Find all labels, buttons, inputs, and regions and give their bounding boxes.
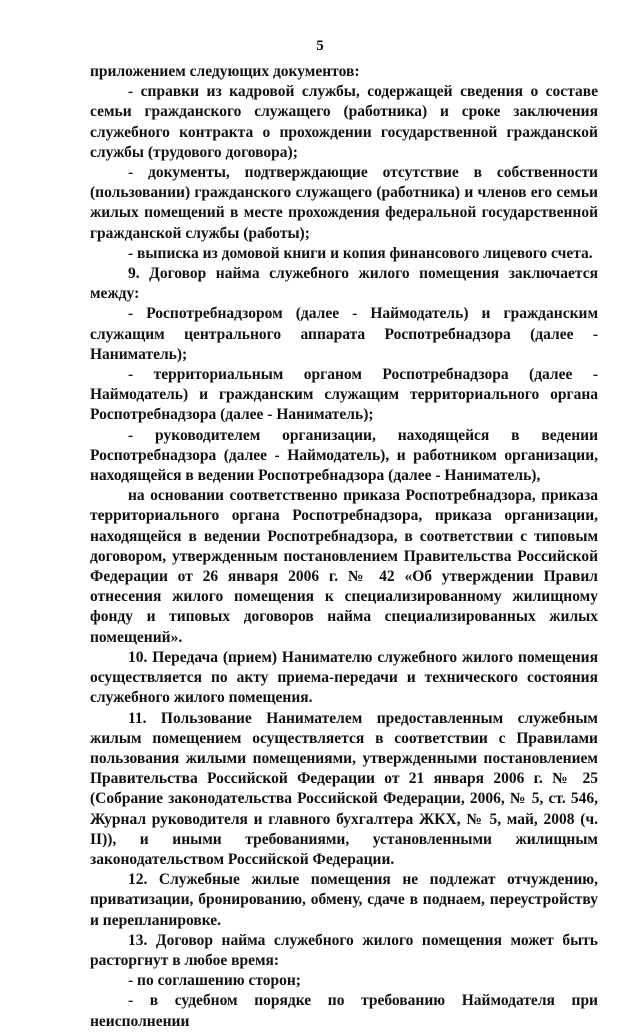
document-body: [90, 62, 598, 1032]
paragraph-12: 12. Служебные жилые помещения не подлежат отчуждению, приватизации, бронированию, обмену, сдаче в поднаем, переустройству и перепланировке.: [90, 871, 598, 929]
paragraph-10: 10. Передача (прием) Нанимателю служебного жилого помещения осуществляется по акту приема-передачи и технического состояния служебного жилого помещения.: [90, 648, 598, 707]
paragraph-6: - Роспотребнадзором (далее - Наймодатель) и гражданским служащим центрального аппарата Роспотребнадзора (далее - Наниматель);: [90, 305, 598, 363]
paragraph-15: - в судебном порядке по требованию Наймодателя при неисполнении: [90, 992, 598, 1030]
paragraph-14: - по соглашению сторон;: [128, 972, 301, 990]
paragraph-1: приложением следующих документов:: [90, 63, 360, 80]
paragraph-9: на основании соответственно приказа Роспотребнадзора, приказа территориального органа Роспотребнадзора, приказа организации, находящейся в ведении Роспотребнадзора, в соответствии с типовым договором, утвержденным постановлением Правительства Российской Федерации от 26 января 2006 г. № 42 «Об утверждении Правил отнесения жилого помещения к специализированному жилищному фонду и типовых договоров найма специализированных жилых помещений».: [90, 487, 598, 646]
paragraph-8: - руководителем организации, находящейся в ведении Роспотребнадзора (далее - Наймодатель), и работником организации, находящейся в ведении Роспотребнадзора (далее - Наниматель),: [90, 426, 598, 485]
paragraph-3: - документы, подтверждающие отсутствие в собственности (пользовании) гражданского служащего (работника) и членов его семьи жилых помещений в месте прохождения федеральной государственной гражданской службы (работы);: [90, 164, 598, 242]
paragraph-7: - территориальным органом Роспотребнадзора (далее - Наймодатель) и гражданским служащим территориального органа Роспотребнадзора (далее - Наниматель);: [90, 366, 598, 424]
paragraph-13: 13. Договор найма служебного жилого помещения может быть расторгнут в любое время:: [90, 931, 598, 969]
paragraph-4: - выписка из домовой книги и копия финансового лицевого счета.: [128, 244, 593, 262]
paragraph-5: 9. Договор найма служебного жилого помещения заключается между:: [90, 265, 598, 303]
page-number: 5: [316, 38, 324, 54]
paragraph-11: 11. Пользование Нанимателем предоставленным служебным жилым помещением осуществляется в соответствии с Правилами пользования жилыми помещениями, утвержденными постановлением Правительства Российской Федерации от 21 января 2006 г. № 25 (Собрание законодательства Российской Федерации, 2006, № 5, ст. 546, Журнал руководителя и главного бухгалтера ЖКХ, № 5, май, 2008 (ч. II)), и иными требованиями, установленными жилищным законодательством Российской Федерации.: [90, 709, 598, 868]
paragraph-2: - справки из кадровой службы, содержащей сведения о составе семьи гражданского служащего (работника) и сроке заключения служебного контракта о прохождении государственной гражданской службы (трудового договора);: [90, 83, 598, 161]
